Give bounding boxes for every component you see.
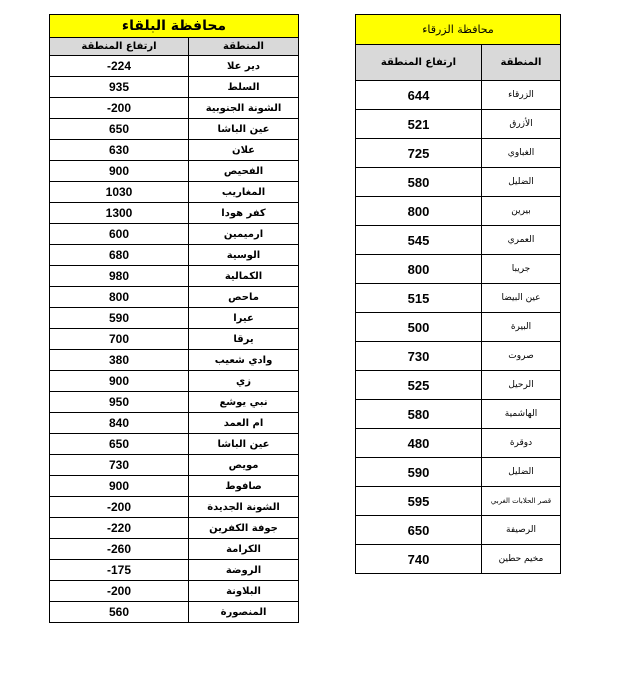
table-row — [356, 429, 561, 458]
table-row — [50, 287, 299, 308]
region-altitude: 980 — [50, 266, 189, 287]
region-name: عيرا — [189, 308, 299, 329]
table-row — [50, 329, 299, 350]
table-row — [50, 455, 299, 476]
region-name: الكمالية — [189, 266, 299, 287]
table-row — [356, 516, 561, 545]
region-altitude: 600 — [50, 224, 189, 245]
region-name: كفر هودا — [189, 203, 299, 224]
table-row — [356, 255, 561, 284]
region-altitude: 650 — [50, 434, 189, 455]
region-name: ام العمد — [189, 413, 299, 434]
region-altitude: 595 — [356, 487, 482, 516]
balqa-title: محافظة البلقاء — [50, 15, 299, 38]
table-row — [50, 497, 299, 518]
table-row — [50, 119, 299, 140]
region-altitude: -224 — [50, 56, 189, 77]
region-altitude: 630 — [50, 140, 189, 161]
region-name: جريبا — [482, 255, 561, 284]
region-name: الروضة — [189, 560, 299, 581]
table-row — [50, 602, 299, 623]
region-altitude: 1300 — [50, 203, 189, 224]
region-name: البلاونة — [189, 581, 299, 602]
region-altitude: 800 — [356, 255, 482, 284]
region-altitude: -200 — [50, 581, 189, 602]
region-name: الضليل — [482, 458, 561, 487]
region-altitude: 560 — [50, 602, 189, 623]
region-name: علان — [189, 140, 299, 161]
region-name: الشونة الجديدة — [189, 497, 299, 518]
table-row — [356, 342, 561, 371]
region-altitude: 644 — [356, 81, 482, 110]
region-name: جوفة الكفرين — [189, 518, 299, 539]
table-row — [356, 458, 561, 487]
table-row — [356, 545, 561, 574]
balqa-table — [49, 14, 299, 623]
region-altitude: 800 — [356, 197, 482, 226]
region-altitude: 900 — [50, 371, 189, 392]
region-altitude: 590 — [50, 308, 189, 329]
table-row — [50, 56, 299, 77]
region-name: زي — [189, 371, 299, 392]
region-name: دير علا — [189, 56, 299, 77]
region-name: عين الباشا — [189, 119, 299, 140]
table-row — [50, 98, 299, 119]
region-altitude: 525 — [356, 371, 482, 400]
region-name: مخيم حطين — [482, 545, 561, 574]
table-row — [50, 518, 299, 539]
region-altitude: 740 — [356, 545, 482, 574]
region-altitude: 935 — [50, 77, 189, 98]
region-altitude: -220 — [50, 518, 189, 539]
region-altitude: 580 — [356, 168, 482, 197]
region-name: دوقرة — [482, 429, 561, 458]
region-name: الشونة الجنوبية — [189, 98, 299, 119]
region-name: قصر الحلابات الغربي — [482, 487, 561, 516]
table-row — [50, 581, 299, 602]
table-row — [50, 560, 299, 581]
region-altitude: 730 — [50, 455, 189, 476]
region-altitude: 590 — [356, 458, 482, 487]
region-name: الزرقاء — [482, 81, 561, 110]
region-name: الكرامة — [189, 539, 299, 560]
region-name: الأزرق — [482, 110, 561, 139]
region-altitude: 730 — [356, 342, 482, 371]
table-row — [356, 168, 561, 197]
region-name: الرصيفة — [482, 516, 561, 545]
region-altitude: 725 — [356, 139, 482, 168]
table-row — [356, 226, 561, 255]
region-altitude: 900 — [50, 161, 189, 182]
region-altitude: 650 — [50, 119, 189, 140]
region-name: الرحيل — [482, 371, 561, 400]
region-altitude: 900 — [50, 476, 189, 497]
region-altitude: 950 — [50, 392, 189, 413]
region-name: صروت — [482, 342, 561, 371]
region-altitude: 521 — [356, 110, 482, 139]
table-row — [50, 203, 299, 224]
table-row — [50, 266, 299, 287]
table-row — [356, 313, 561, 342]
table-row — [356, 284, 561, 313]
region-altitude: 840 — [50, 413, 189, 434]
table-row — [50, 350, 299, 371]
table-row — [356, 197, 561, 226]
table-row — [50, 539, 299, 560]
region-altitude: 380 — [50, 350, 189, 371]
table-row — [356, 81, 561, 110]
region-altitude: 515 — [356, 284, 482, 313]
zarqa-title: محافظة الزرقاء — [356, 15, 561, 45]
region-name: العمري — [482, 226, 561, 255]
zarqa-col-name-header: المنطقة — [482, 45, 561, 81]
table-row — [50, 77, 299, 98]
table-row — [50, 392, 299, 413]
table-row — [50, 224, 299, 245]
region-name: الهاشمية — [482, 400, 561, 429]
table-row — [356, 400, 561, 429]
region-altitude: 500 — [356, 313, 482, 342]
region-altitude: 700 — [50, 329, 189, 350]
region-name: عين البيضا — [482, 284, 561, 313]
region-name: صافوط — [189, 476, 299, 497]
region-altitude: -200 — [50, 98, 189, 119]
table-row — [50, 476, 299, 497]
region-name: الوسية — [189, 245, 299, 266]
region-name: بيرين — [482, 197, 561, 226]
region-name: البيرة — [482, 313, 561, 342]
table-row — [356, 371, 561, 400]
table-row — [50, 434, 299, 455]
region-name: الضليل — [482, 168, 561, 197]
table-row — [356, 139, 561, 168]
region-name: عين الباشا — [189, 434, 299, 455]
region-altitude: 1030 — [50, 182, 189, 203]
region-name: ارميمين — [189, 224, 299, 245]
table-row — [50, 182, 299, 203]
table-row — [356, 487, 561, 516]
region-altitude: 680 — [50, 245, 189, 266]
region-altitude: 580 — [356, 400, 482, 429]
table-row — [50, 161, 299, 182]
table-row — [50, 308, 299, 329]
table-row — [50, 413, 299, 434]
region-name: السلط — [189, 77, 299, 98]
table-row — [50, 245, 299, 266]
region-altitude: 800 — [50, 287, 189, 308]
table-row — [50, 140, 299, 161]
balqa-col-name-header: المنطقة — [189, 38, 299, 56]
zarqa-table — [355, 14, 561, 574]
balqa-col-alt-header: ارتفاع المنطقة — [50, 38, 189, 56]
region-altitude: -200 — [50, 497, 189, 518]
region-name: مويص — [189, 455, 299, 476]
region-name: المغاريب — [189, 182, 299, 203]
region-name: نبي يوشع — [189, 392, 299, 413]
region-name: ماحص — [189, 287, 299, 308]
region-name: الفحيص — [189, 161, 299, 182]
region-altitude: -175 — [50, 560, 189, 581]
region-name: الغباوي — [482, 139, 561, 168]
region-name: يرقا — [189, 329, 299, 350]
zarqa-col-alt-header: ارتفاع المنطقة — [356, 45, 482, 81]
region-altitude: 650 — [356, 516, 482, 545]
region-name: المنصورة — [189, 602, 299, 623]
region-name: وادي شعيب — [189, 350, 299, 371]
region-altitude: 545 — [356, 226, 482, 255]
table-row — [50, 371, 299, 392]
region-altitude: -260 — [50, 539, 189, 560]
region-altitude: 480 — [356, 429, 482, 458]
table-row — [356, 110, 561, 139]
